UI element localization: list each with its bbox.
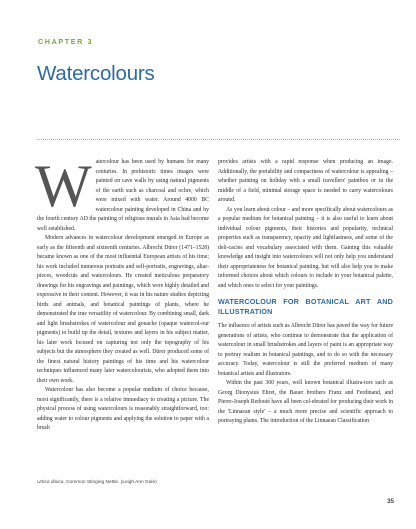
page-number: 35	[387, 498, 394, 505]
right-paragraph-1: provides artists with a rapid response when producing an image. Additionally, the portability and compactness of watercolour is appealing – whether painting on holiday with a small travellers' paintbox or in the middle of a field, minimal storage space is needed to carry watercolours around.	[218, 159, 393, 203]
right-paragraph-4: Within the past 300 years, well known botanical illustra-tors such as Georg Dionysius Ehret, the Bauer brothers Franz and Ferdinand, and Pierre-Joseph Redouté have all been cel-ebrated for producing their work in the 'Linnaean style' – a much more precise and scientific approach to portraying plants. The introduction of the Linnaean Classification	[218, 380, 393, 424]
caption-species: Urtica dioica	[37, 480, 64, 485]
left-paragraph-1-text: atercolour has been used by humans for many centuries. In prehistoric times images were painted on cave walls by using natural pigments of the earth such as charcoal and ochre, which were mixed with water. Around 4000 BC watercolour painting developed in China and by the fourth century AD the painting of religious murals in Asia had become well established.	[37, 159, 209, 232]
right-column	[218, 158, 393, 427]
left-column	[35, 153, 209, 434]
right-paragraph-3: The influence of artists such as Albrecht Dürer has paved the way for future generations of artists, who continue to demonstrate that the application of watercolour in small brushstrokes and layers of paint is an appropriate way to portray realism in botanical paintings, and to do so with the necessary accuracy. Today, watercolour is still the preferred medium of many botanical artists and illustrators.	[218, 323, 393, 377]
title-divider	[37, 139, 400, 140]
page-title: Watercolours	[37, 62, 155, 85]
caption-credit: , Common Stinging Nettle. (Leigh Ann Gale)	[63, 480, 157, 485]
left-paragraph-2: Modern advances in watercolour development emerged in Europe as early as the fifteenth and sixteenth centuries. Albrecht Dürer (1471–1528) became known as one of the most influential European artists of his time; his work included numerous portraits and self-portraits, engravings, altar-pieces, woodcuts and watercolours. He created meticulous preparatory drawings for his engravings and paintings, which were highly detailed and expressive in their content. However, it was in his nature studies depicting birds and animals, and botanical paintings of plants, where he demonstrated the true versatility of watercolour. By combining small, dark and light brushstrokes of watercolour and gouache (opaque watercol-our pigments) to build up the detail, textures and layers in his subject matter, his later work focused on capturing not only the topography of his subjects but the atmosphere they created as well. Dürer produced some of the finest natural history paintings of his time and his watercolour techniques influenced many later watercolourists, who adopted them into their own work.	[37, 235, 209, 384]
chapter-label: CHAPTER 3	[38, 37, 94, 46]
image-caption	[37, 480, 157, 485]
left-paragraph-3: Watercolour has also become a popular medium of choice because, most significantly, there is a relative immediacy to creating a picture. The physical process of using watercolours is reasonably straightforward, too: adding water to colour pigments and applying the solution to paper with a brush	[37, 387, 209, 431]
right-paragraph-2: As you learn about colour – and more specifically about watercolours as a popular medium for botanical painting – it is also useful to learn about individual colour pigments, their histories and popularity, technical properties such as transparency, opacity and lightfastness, and some of the deli-cacies and vocabulary associated with them. Gaining this valuable knowledge and insight into watercolours will not only help you understand their appropriateness for botanical painting, but will also help you to make informed choices about which colours to include in your botanical palette, and which ones to select for your paintings.	[218, 206, 393, 289]
section-heading: WATERCOLOUR FOR BOTANICAL ART AND ILLUSTRATION	[218, 297, 393, 316]
drop-cap: W	[35, 153, 92, 219]
left-paragraph-1	[35, 153, 209, 234]
